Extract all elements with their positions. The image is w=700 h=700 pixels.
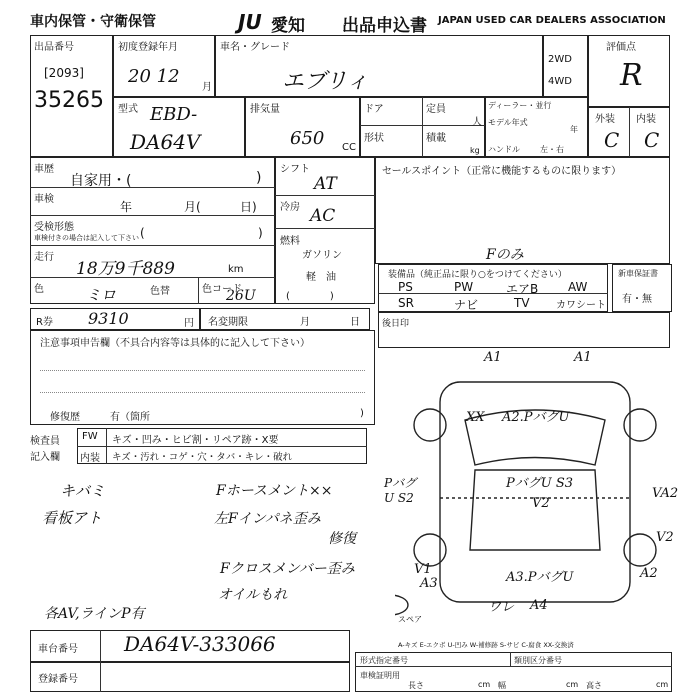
name-change-day: 日	[350, 317, 360, 328]
model-label: 車名・グレード	[220, 42, 290, 53]
repair-close: )	[360, 408, 364, 419]
new-warranty-value: 有・無	[622, 294, 652, 305]
mark-a1-right: A1	[574, 350, 592, 365]
load-label: 積載	[426, 133, 446, 144]
note-kibami: キバミ	[60, 482, 106, 500]
spare-wheel	[395, 595, 408, 615]
drive-2wd: 2WD	[548, 54, 572, 65]
mark-v2-right: V2	[656, 530, 674, 545]
month-suffix: 月	[202, 82, 212, 93]
handle-value: 左・右	[540, 145, 564, 154]
yen-unit: 円	[184, 318, 194, 329]
ju-logo: JU	[238, 10, 262, 34]
color-code-label: 色コード	[202, 284, 242, 295]
inspection-paren-open: (	[140, 226, 145, 240]
name-change-month: 月	[300, 317, 310, 328]
mark-ware: ワレ	[488, 600, 515, 615]
inspector-label2: 記入欄	[30, 452, 60, 463]
lot-small: [2093]	[44, 66, 84, 80]
color-value: ミロ	[86, 286, 117, 304]
fuel-diesel: 軽 油	[306, 272, 336, 283]
note-av: 各AV,ラインP有	[44, 606, 145, 622]
width-label: 幅	[498, 681, 506, 690]
history-label: 車歴	[34, 164, 54, 175]
shaken-day: 日)	[240, 200, 257, 214]
first-reg-label: 初度登録年月	[118, 42, 178, 53]
class-label: 類別区分番号	[514, 656, 562, 665]
type-value1: EBD-	[150, 104, 198, 125]
equip-item-pw: PW	[454, 280, 474, 294]
title-left: 車内保管・守衛保管	[30, 14, 156, 30]
reg-label: 登録番号	[38, 674, 78, 685]
note-kanban: 看板アト	[42, 509, 103, 527]
drive-4wd: 4WD	[548, 76, 572, 87]
name-change-label: 名変期限	[208, 317, 248, 328]
repair-value: 有（箇所	[110, 412, 150, 423]
shaken-label: 車検	[34, 194, 54, 205]
lot-label: 出品番号	[34, 42, 74, 53]
mark-va2: VA2	[652, 486, 679, 501]
handle-label: ハンドル	[488, 145, 520, 154]
km-unit: km	[228, 264, 244, 275]
mark-a3-pagu: A3.PバグU	[506, 570, 574, 585]
mileage-label: 走行	[34, 252, 54, 263]
shift-value: AT	[314, 174, 337, 194]
ac-label: 冷房	[280, 202, 300, 213]
int-value: C	[644, 128, 660, 152]
wheel-fr	[624, 409, 656, 441]
fuel-paren: ( )	[286, 291, 334, 302]
org-name: 愛知	[271, 16, 305, 36]
ext-value: C	[604, 128, 620, 152]
door-label: ドア	[364, 104, 384, 115]
length-label: 長さ	[408, 681, 424, 690]
lot-number: 35265	[34, 88, 104, 113]
first-reg-value: 20 12	[128, 66, 180, 87]
shift-label: シフト	[280, 164, 310, 175]
sales-note: Fのみ	[486, 247, 524, 263]
shaken-month: 月(	[184, 200, 201, 214]
drive-box	[543, 35, 588, 97]
mark-a2-rear: A2	[640, 566, 658, 581]
fw-row: キズ・凹み・ヒビ割・リペア跡・X要	[112, 435, 279, 446]
fuel-label: 燃料	[280, 236, 300, 247]
model-value: エブリィ	[282, 69, 369, 94]
cm-unit-1: cm	[478, 680, 491, 689]
int-row: キズ・汚れ・コゲ・穴・タバ・キレ・破れ	[112, 452, 293, 463]
cert-label: 形式指定番号	[360, 656, 408, 665]
mark-a4: A4	[530, 598, 548, 613]
interior-label: 内装	[80, 453, 100, 464]
type-value2: DA64V	[130, 130, 201, 154]
cc-unit: CC	[342, 142, 356, 153]
inspection-paren-close: )	[258, 226, 263, 240]
color-change-label: 色替	[150, 286, 170, 297]
disp-label: 排気量	[250, 104, 280, 115]
mark-pagu-s2: PバグU S2	[384, 476, 417, 505]
spare-label: スペア	[398, 615, 422, 624]
color-label: 色	[34, 284, 44, 295]
note-oil: オイルもれ	[218, 587, 288, 603]
mileage-value: 18万9千889	[76, 259, 175, 279]
inspection-label: 受検形態	[34, 222, 74, 233]
recycle-value: 9310	[88, 309, 129, 328]
mark-v1: V1	[414, 562, 432, 577]
sales-point-label: セールスポイント（正常に機能するものに限ります）	[382, 166, 622, 177]
note-hosement: Fホースメント××	[216, 483, 333, 499]
after-label: 後日印	[382, 319, 410, 329]
disp-value: 650	[290, 128, 325, 149]
equip-item-seat: カワシート	[556, 300, 606, 311]
diagram-legend: A-キズ E-エクボ U-凹み W-補修跡 S-サビ C-腐食 XX-交換済	[398, 641, 574, 649]
equip-item-navi: ナビ	[454, 298, 479, 312]
chassis-value: DA64V-333066	[124, 632, 276, 656]
year-suffix: 年	[570, 125, 578, 134]
ac-value: AC	[310, 206, 336, 226]
new-warranty-label: 新車保証書	[618, 269, 658, 278]
ext-label: 外装	[595, 114, 615, 125]
color-code-value: 26U	[226, 288, 256, 304]
chassis-label: 車台番号	[38, 644, 78, 655]
mark-xx: XX	[466, 410, 485, 425]
equip-item-aw: AW	[568, 280, 588, 294]
mark-a1-left: A1	[484, 350, 502, 365]
model-year-label: モデル年式	[488, 118, 528, 127]
persons: 人	[472, 117, 482, 128]
ref-label: 車検証明用	[360, 671, 400, 680]
equip-item-ps: PS	[398, 280, 413, 294]
inspector-label1: 検査員	[30, 436, 60, 447]
equip-item-tv: TV	[514, 296, 530, 310]
kg-unit: kg	[470, 146, 480, 155]
shaken-year: 年	[120, 200, 133, 214]
equip-item-sr: SR	[398, 296, 414, 310]
form-title: 出品申込書	[342, 16, 427, 36]
history-value: 自家用・(	[70, 173, 132, 189]
note-shufuku: 修復	[328, 531, 356, 547]
int-label: 内装	[636, 114, 656, 125]
grade-label: 評価点	[606, 42, 636, 53]
mark-v2: V2	[532, 496, 550, 511]
reg-number-box	[30, 662, 350, 692]
note-impane: 左Fインパネ歪み	[214, 511, 321, 527]
grade-value: R	[620, 58, 643, 93]
recycle-label: R券	[36, 317, 53, 328]
equip-item-airbag: エアB	[506, 282, 539, 296]
mark-a2-pagu: A2.PバグU	[502, 410, 570, 425]
fuel-gas: ガソリン	[302, 250, 342, 261]
fw-label: FW	[82, 431, 98, 442]
declaration-label: 注意事項申告欄（不具合内容等は具体的に記入して下さい）	[40, 338, 310, 349]
cm-unit-3: cm	[656, 680, 669, 689]
shape-label: 形状	[364, 133, 384, 144]
mark-a3-left: A3	[420, 576, 438, 591]
inspection-note: 車検付きの場合は記入して下さい	[34, 234, 139, 242]
height-label: 高さ	[586, 681, 602, 690]
mark-pagu-s3: PバグU S3	[506, 476, 574, 491]
equip-label: 装備品（純正品に限り○をつけてください）	[388, 270, 567, 280]
type-label: 型式	[118, 104, 138, 115]
capacity-label: 定員	[426, 104, 446, 115]
history-close: )	[256, 170, 262, 186]
cm-unit-2: cm	[566, 680, 579, 689]
association: JAPAN USED CAR DEALERS ASSOCIATION	[438, 15, 666, 26]
wheel-fl	[414, 409, 446, 441]
after-box	[378, 312, 670, 348]
dealer-label: ディーラー・並行	[488, 101, 552, 110]
note-crossmember: Fクロスメンバー歪み	[220, 561, 355, 577]
wheel-rr	[624, 534, 656, 566]
repair-label: 修復歴	[50, 412, 80, 423]
